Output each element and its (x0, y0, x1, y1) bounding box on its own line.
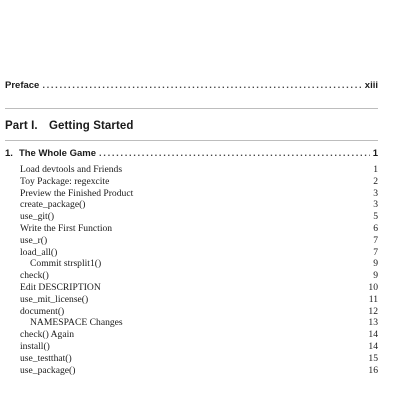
toc-entry-label: use_testthat() (20, 352, 72, 364)
toc-preface-row[interactable] (5, 80, 378, 91)
toc-entry-label: use_git() (20, 211, 55, 223)
toc-entry-label: install() (20, 340, 50, 352)
toc-entry-page: 9 (373, 270, 378, 282)
toc-entry-page: 11 (368, 293, 378, 305)
toc-entry-page: 9 (373, 258, 378, 270)
chapter-page: 1 (372, 148, 378, 159)
toc-entry-label: Edit DESCRIPTION (20, 281, 101, 293)
toc-entry-label: Write the First Function (20, 222, 113, 234)
toc-entry-label: document() (20, 305, 65, 317)
toc-entry[interactable] (0, 294, 400, 306)
toc-entry[interactable] (0, 270, 400, 282)
toc-chapter-row[interactable] (5, 148, 378, 159)
section-divider (5, 108, 378, 109)
toc-entry[interactable] (0, 211, 400, 223)
toc-entry[interactable] (0, 306, 400, 318)
toc-entry-label: create_package() (20, 199, 86, 211)
toc-entry[interactable] (0, 247, 400, 259)
toc-entry[interactable] (0, 317, 400, 329)
toc-entry[interactable] (0, 365, 400, 377)
toc-entry-page: 5 (373, 211, 378, 223)
toc-entry-list (0, 164, 400, 376)
chapter-title: The Whole Game (18, 148, 97, 159)
toc-entry-page: 14 (368, 329, 378, 341)
part-divider (5, 140, 378, 141)
toc-entry[interactable] (0, 282, 400, 294)
toc-entry-page: 2 (373, 175, 378, 187)
toc-entry-label: check() Again (20, 329, 75, 341)
toc-entry-label: Preview the Finished Product (20, 187, 134, 199)
part-title: Getting Started (48, 120, 134, 132)
toc-entry[interactable] (0, 164, 400, 176)
preface-label: Preface (5, 80, 40, 91)
dot-leader (42, 80, 361, 91)
chapter-number: 1. (5, 148, 13, 159)
toc-entry-page: 3 (373, 199, 378, 211)
toc-entry[interactable] (0, 199, 400, 211)
toc-entry[interactable] (0, 176, 400, 188)
toc-entry[interactable] (0, 258, 400, 270)
toc-entry-label: load_all() (20, 246, 58, 258)
toc-entry-label: Commit strsplit1() (30, 258, 102, 270)
toc-entry-page: 6 (373, 222, 378, 234)
toc-entry-page: 7 (373, 234, 378, 246)
toc-entry-label: use_r() (20, 234, 48, 246)
toc-entry-label: Load devtools and Friends (20, 164, 123, 175)
toc-entry-label: check() (20, 270, 49, 282)
toc-entry[interactable] (0, 329, 400, 341)
toc-entry-page: 12 (368, 305, 378, 317)
toc-entry-page: 10 (368, 281, 378, 293)
toc-entry-page: 15 (368, 352, 378, 364)
toc-entry[interactable] (0, 188, 400, 200)
toc-entry-page: 16 (368, 364, 378, 376)
toc-entry[interactable] (0, 341, 400, 353)
toc-entry-page: 7 (373, 246, 378, 258)
toc-entry[interactable] (0, 353, 400, 365)
dot-leader (99, 148, 370, 159)
toc-entry-label: NAMESPACE Changes (30, 317, 123, 329)
toc-entry-label: use_mit_license() (20, 293, 89, 305)
toc-entry-page: 13 (368, 317, 378, 329)
toc-entry-label: Toy Package: regexcite (20, 175, 110, 187)
toc-entry-page: 3 (373, 187, 378, 199)
preface-page: xiii (364, 80, 378, 91)
part-heading (5, 120, 134, 132)
toc-entry-page: 14 (368, 340, 378, 352)
toc-entry-page: 1 (373, 164, 378, 175)
toc-entry[interactable] (0, 235, 400, 247)
toc-entry-label: use_package() (20, 364, 76, 376)
toc-entry[interactable] (0, 223, 400, 235)
part-number: Part I. (5, 120, 38, 132)
